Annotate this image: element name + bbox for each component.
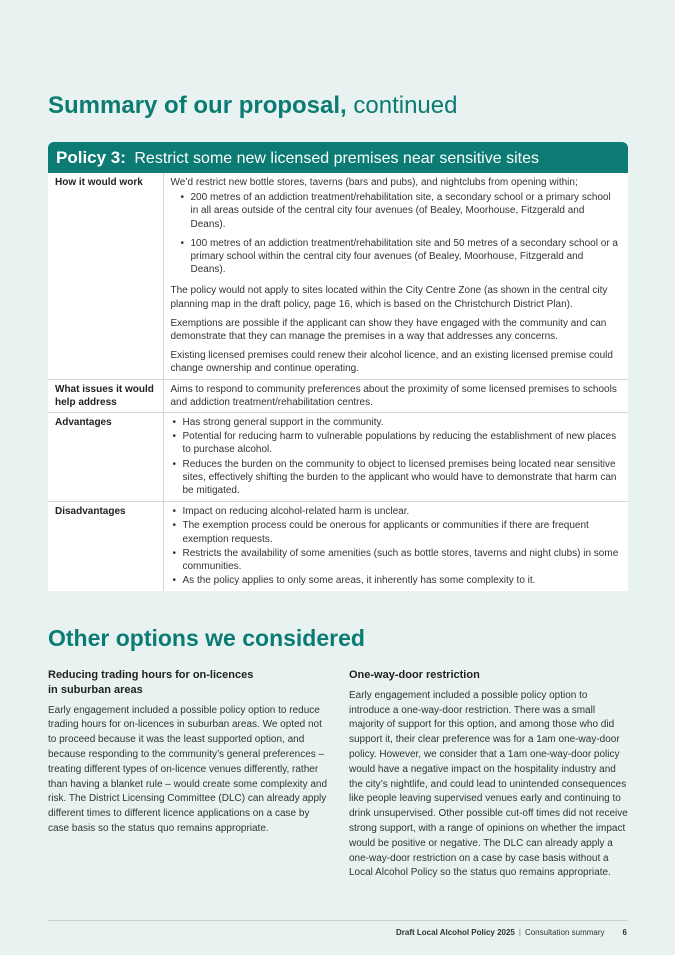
row-label: What issues it would help address [48,379,163,412]
table-row-how [48,173,628,379]
advantages-list [171,416,622,497]
list-item: • 200 metres of an addiction treatment/rehabilitation site, a secondary school or a primary school in all areas outside of the central city four avenues (of Bealey, Moorhouse, Fitzgerald and Deans). [179,191,622,231]
row-label: Disadvantages [48,502,163,592]
row-label: How it would work [48,173,163,379]
table-row-issues [48,379,628,412]
footer [396,928,627,937]
option-text: Early engagement included a possible policy option to introduce a one-way-door restriction. There was a small majority of support for this option, and among those who did support it, their clear preference was for a 1am one-way-door policy. However, we consider that a 1am one-way-door policy would have a negative impact on the hospitality industry and the city’s nightlife, and could lead to unintended consequences like people leaving supervised venues early and continuing to drink unsupervised. Other possible cut-off times did not receive strong support, with a range of opinions on whether the impact would be positive or negative. The DLC can already apply a one-way-door restriction on a case by case basis without a Local Alcohol Policy so the status quo remains appropriate. [349,689,628,879]
table-row-advantages [48,413,628,502]
list-item: • Potential for reducing harm to vulnerable populations by reducing the establishment of new places to purchase alcohol. [171,430,622,456]
option-one-way-door [349,668,629,881]
list-item: • Restricts the availability of some amenities (such as bottle stores, taverns and night clubs) in some communities. [171,547,622,573]
page-title-continued: continued [353,92,458,119]
list-item: • As the policy applies to only some areas, it inherently has some complexity to it. [171,574,622,587]
how-bullet-list [179,191,622,276]
option-text: Early engagement included a possible policy option to reduce trading hours for on-licences in suburban areas. We opted not to proceed because it was the least supported option, and because responding to the community’s general preferences – treating different types of on-licence venues differently, rather than having a blanket rule – would create some complexity and risk. The District Licensing Committee (DLC) can already apply different times to different licence applications on a case by case basis so the status quo remains appropriate. [48,704,328,834]
row-body: Aims to respond to community preferences about the proximity of some licensed premises to schools and addiction treatment/rehabilitation centres. [163,379,628,412]
list-item: • 100 metres of an addiction treatment/rehabilitation site and 50 metres of a secondary school or a primary school within the central city four avenues (of Bealey, Moorhouse, Fitzgerald and Deans). [179,237,622,277]
option-heading-line: in suburban areas [48,683,143,696]
row-body [163,502,628,592]
list-item: • Has strong general support in the community. [171,416,622,429]
option-heading: One-way-door restriction [349,669,480,681]
list-item: • Impact on reducing alcohol-related harm is unclear. [171,505,622,518]
row-label: Advantages [48,413,163,502]
list-item: • The exemption process could be onerous for applicants or communities if there are frequent exemption requests. [171,519,622,545]
option-heading [48,668,328,698]
page-title [48,92,457,120]
footer-section: Consultation summary [524,928,605,937]
footer-separator: | [518,928,521,937]
policy-number: Policy 3: [56,148,126,167]
footer-divider [48,920,628,921]
policy-table [48,173,628,591]
how-paragraph: Exemptions are possible if the applicant can show they have engaged with the community and can demonstrate that they can manage the premises in a way that addresses any concerns. [170,317,607,343]
how-intro: We’d restrict new bottle stores, taverns (bars and pubs), and nightclubs from opening within; [170,177,578,188]
row-body [163,413,628,502]
how-paragraph: The policy would not apply to sites located within the City Centre Zone (as shown in the central city planning map in the draft policy, page 16, which is based on the Christchurch District Plan). [170,285,608,310]
table-row-disadvantages [48,502,628,592]
page-title-bold: Summary of our proposal, [48,92,347,119]
option-heading-line: Reducing trading hours for on-licences [48,669,254,681]
list-item: • Reduces the burden on the community to object to licensed premises being located near sensitive sites, effectively shifting the burden to the applicant who would have to demonstrate that harm can be mitigated. [171,458,622,498]
policy-title: Restrict some new licensed premises near sensitive sites [134,150,539,167]
page-number: 6 [622,928,627,937]
policy-header [48,142,628,173]
disadvantages-list [171,505,622,587]
footer-doc-title: Draft Local Alcohol Policy 2025 [396,928,515,937]
other-options-title: Other options we considered [48,625,365,651]
policy-card [48,142,628,591]
row-body [163,173,628,379]
option-trading-hours [48,668,328,837]
how-paragraph: Existing licensed premises could renew their alcohol licence, and an existing licensed premise could change ownership and continue operating. [170,350,613,375]
